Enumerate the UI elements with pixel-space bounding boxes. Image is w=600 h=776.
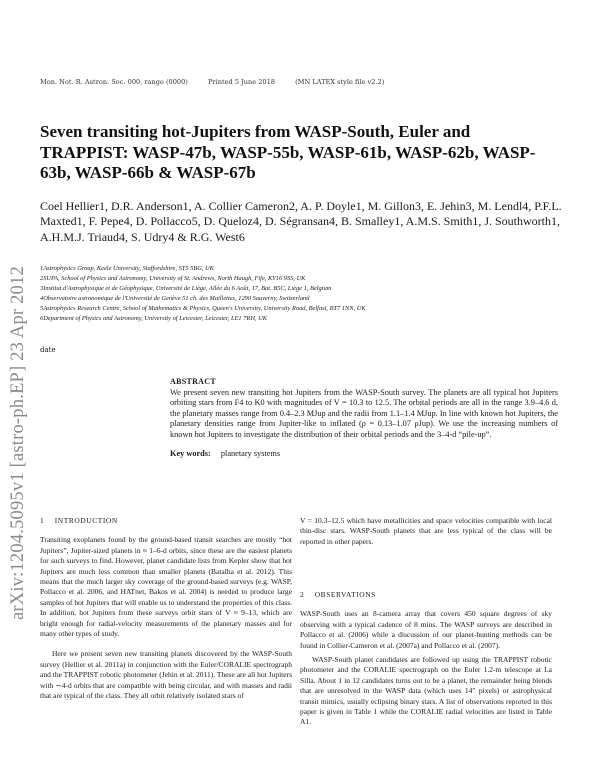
right-column-continuation [300, 516, 552, 547]
introduction-heading [40, 516, 292, 526]
affiliation-item: 6Department of Physics and Astronomy, University of Leicester, Leicester, LE1 7RH, UK [40, 315, 268, 322]
intro-paragraph-3: V = 10.3–12.5 which have metallicities and space velocities compatible with local thin-disc stars. WASP-South planets that are less typical of the class will be reported in other papers. [300, 516, 552, 546]
section-title: OBSERVATIONS [314, 590, 376, 599]
keywords-line [170, 449, 558, 458]
intro-paragraph-2: Here we present seven new transiting planets discovered by the WASP-South survey (Hellier et al. 2011a) in conjunction with the Euler/CORALIE spectrograph and the TRAPPIST robotic photometer (Jehin et al. 2011). These are all hot Jupiters with ∼4-d orbits that are compatible with being circular, and with masses and radii that are typical of the class. They all orbit relatively isolated stars of [40, 649, 292, 701]
abstract-heading: ABSTRACT [170, 377, 216, 386]
style-file-note: (MN LATEX style file v2.2) [295, 78, 385, 86]
affiliation-item: 2SUPA, School of Physics and Astronomy, University of St. Andrews, North Haugh, Fife, KY16 9SS, UK [40, 275, 306, 282]
keywords-value: planetary systems [220, 449, 281, 459]
keywords-label: Key words: [170, 449, 211, 459]
affiliation-list [40, 264, 580, 324]
section-title: INTRODUCTION [54, 516, 118, 525]
left-column [40, 516, 292, 702]
arxiv-identifier-stamp: arXiv:1204.5095v1 [astro-ph.EP] 23 Apr 2012 [8, 266, 28, 620]
author-list: Coel Hellier1, D.R. Anderson1, A. Collier Cameron2, A. P. Doyle1, M. Gillon3, E. Jehin3, M. Lendl4, P.F.L. Maxted1, F. Pepe4, D. Pollacco5, D. Queloz4, D. Ségransan4, B. Smalley1, A.M.S. Smith1, J. Southworth1, A.H.M.J. Triaud4, S. Udry4 & R.G. West6 [40, 199, 562, 244]
affiliation-item: 3Institut d'Astrophysique et de Géophysique, Université de Liège, Allée du 6 Août, 17, Bat. B5C, Liège 1, Belgium [40, 285, 332, 292]
observations-paragraph-2: WASP-South planet candidates are followed up using the TRAPPIST robotic photometer and the CORALIE spectrograph on the Euler 1.2-m telescope at La Silla. About 1 in 12 candidates turns out to be a planet, the remainder being blends that are unresolved in the WASP data (which uses 14″ pixels) or astrophysical transit mimics, usually eclipsing binary stars. A list of observations reported in this paper is given in Table 1 while the CORALIE radial velocities are listed in Table A1. [300, 655, 552, 727]
observations-heading [300, 590, 552, 600]
journal-reference: Mon. Not. R. Astron. Soc. 000, range (0000) [40, 78, 188, 86]
affiliation-item: 1Astrophysics Group, Keele University, Staffordshire, ST5 5BG, UK [40, 265, 214, 272]
printed-date: Printed 5 June 2018 [208, 78, 276, 86]
journal-header [40, 78, 402, 86]
abstract-text: We present seven new transiting hot Jupiters from the WASP-South survey. The planets are all typical hot Jupiters orbiting stars from F4 to K0 with magnitudes of V = 10.3 to 12.5. The orbital periods are all in the range 3.9–4.6 d, the planetary masses range from 0.4–2.3 MJup and the radii from 1.1–1.4 MJup. In line with known hot Jupiters, the planetary densities range from Jupiter-like to inflated (ρ = 0.13–1.07 ρJup). We use the increasing numbers of known hot Jupiters to investigate the distribution of their orbital periods and the 3–4-d “pile-up”. [170, 388, 558, 439]
abstract-block [170, 377, 558, 458]
intro-paragraph-1: Transiting exoplanets found by the ground-based transit searches are mostly “hot Jupiters”, Jupiter-sized planets in ≈ 1–6-d orbits, since these are the easiest planets for such surveys to find. However, planet candidate lists from Kepler show that hot Jupiters are much less common than smaller planets (Batalha et al. 2012). This means that the much larger sky coverage of the ground-based surveys (e.g. WASP, Pollacco et al. 2006, and HATnet, Bakos et al. 2004) is needed to produce large samples of hot Jupiters that will enable us to understand the properties of this class. In addition, hot Jupiters from these surveys orbit stars of V ≈ 9–13, which are bright enough for radial-velocity measurements of the planetary masses and for many other types of study. [40, 535, 292, 639]
observations-section [300, 590, 552, 728]
paper-title: Seven transiting hot-Jupiters from WASP-South, Euler and TRAPPIST: WASP-47b, WASP-55b, WASP-61b, WASP-62b, WASP-63b, WASP-66b & WASP-67b [40, 122, 536, 182]
affiliation-item: 4Observatoire astronomique de l'Université de Genève 51 ch. des Maillettes, 1290 Sauverny, Switzerland [40, 295, 310, 302]
affiliation-item: 5Astrophysics Research Centre, School of Mathematics & Physics, Queen's University, University Road, Belfast, BT7 1NN, UK [40, 305, 366, 312]
section-number: 1 [40, 516, 45, 525]
observations-paragraph-1: WASP-South uses an 8-camera array that covers 450 square degrees of sky observing with a typical cadence of 8 mins. The WASP surveys are described in Pollacco et al. (2006) while a discussion of our planet-hunting methods can be found in Collier-Cameron et al. (2007a) and Pollacco et al. (2007). [300, 609, 552, 650]
date-line: date [40, 346, 56, 354]
section-number: 2 [300, 590, 305, 599]
